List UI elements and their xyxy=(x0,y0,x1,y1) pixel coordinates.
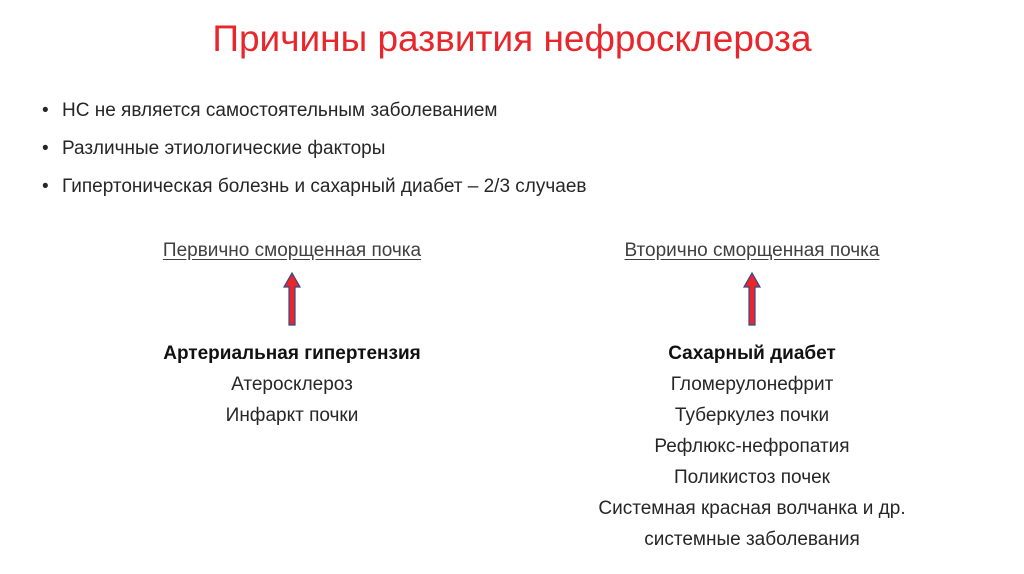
cause-item: Системная красная волчанка и др. xyxy=(598,498,906,519)
cause-item: системные заболевания xyxy=(644,529,860,550)
up-arrow-icon xyxy=(283,272,301,326)
cause-item: Гломерулонефрит xyxy=(670,374,834,395)
left-arrow-wrap xyxy=(92,266,492,338)
bullet-dot: • xyxy=(42,100,49,121)
bullet-item xyxy=(42,92,587,130)
right-column xyxy=(552,236,952,555)
right-causes xyxy=(552,338,952,555)
cause-item: Атеросклероз xyxy=(231,374,353,395)
bullet-text: Различные этиологические факторы xyxy=(62,138,386,159)
left-causes xyxy=(92,338,492,431)
bullet-text: НС не является самостоятельным заболеванием xyxy=(62,100,498,121)
up-arrow-icon xyxy=(743,272,761,326)
cause-item: Рефлюкс-нефропатия xyxy=(654,436,850,457)
right-arrow-wrap xyxy=(552,266,952,338)
bullet-list xyxy=(42,92,587,206)
left-column xyxy=(92,236,492,431)
bullet-item xyxy=(42,168,587,206)
bullet-item xyxy=(42,130,587,168)
cause-item: Поликистоз почек xyxy=(674,467,830,488)
cause-item: Туберкулез почки xyxy=(674,405,830,426)
left-column-heading: Первично сморщенная почка xyxy=(162,240,422,261)
main-cause: Артериальная гипертензия xyxy=(163,343,421,364)
right-column-heading: Вторично сморщенная почка xyxy=(624,240,880,261)
bullet-dot: • xyxy=(42,138,49,159)
bullet-dot: • xyxy=(42,176,49,197)
slide-title: Причины развития нефросклероза xyxy=(212,18,812,59)
cause-item: Инфаркт почки xyxy=(225,405,359,426)
bullet-text: Гипертоническая болезнь и сахарный диабет – 2/3 случаев xyxy=(62,176,587,197)
main-cause: Сахарный диабет xyxy=(668,343,836,364)
